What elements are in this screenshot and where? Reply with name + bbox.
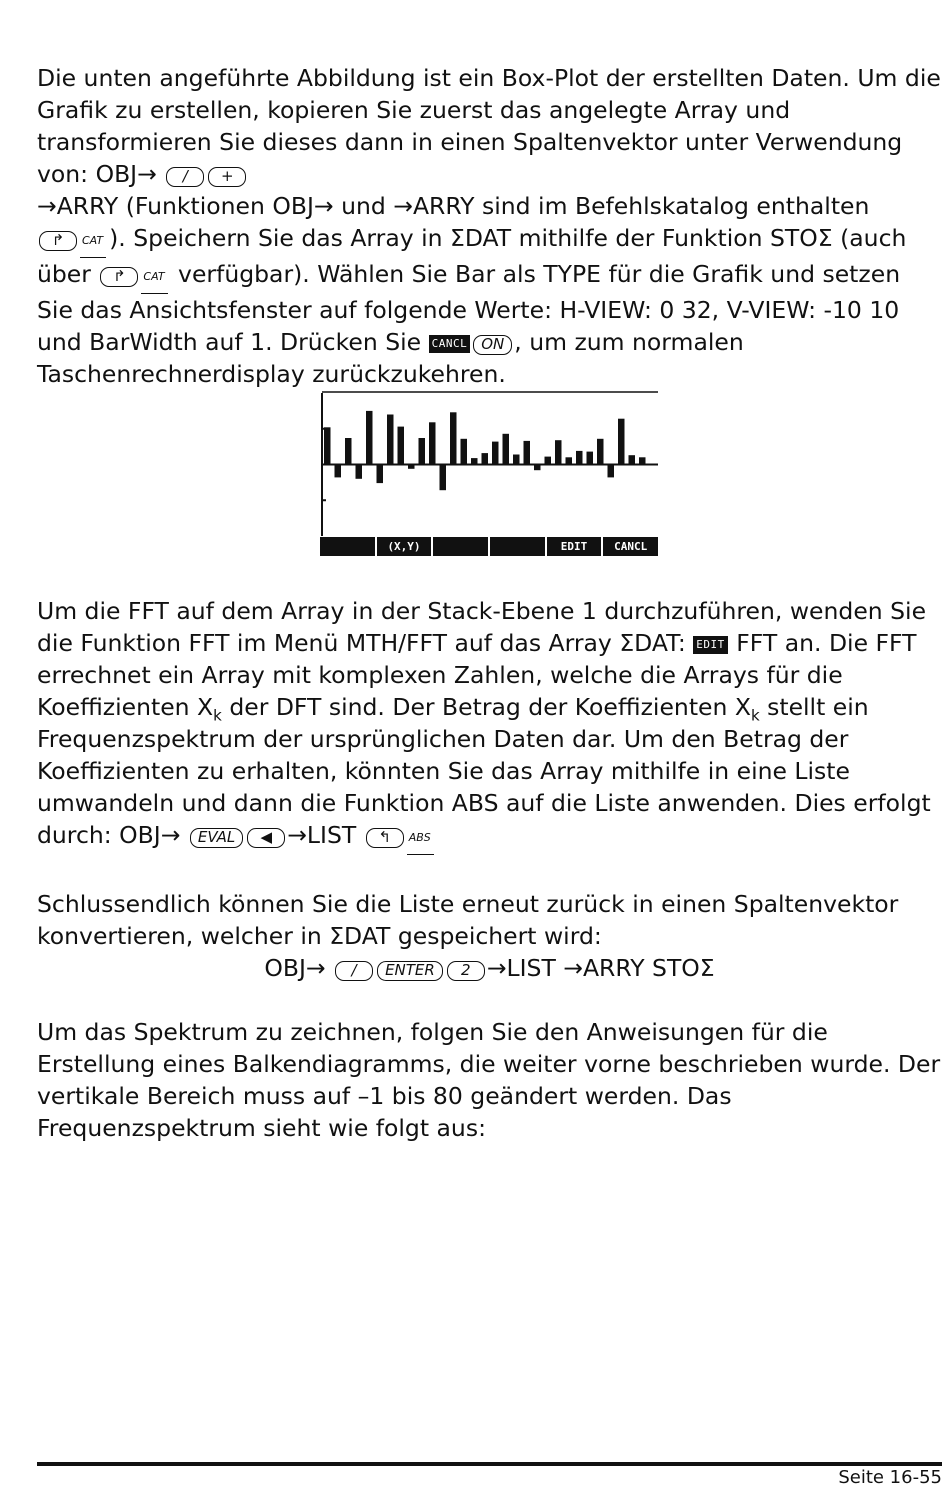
bar-19 (513, 455, 520, 465)
intro-text-3: ). Speichern Sie das Array in ΣDAT mithilfe der Funktion STOΣ (auch über (37, 224, 907, 288)
bar-27 (597, 439, 604, 465)
bar-9 (408, 465, 415, 469)
bar-17 (492, 442, 499, 465)
fft-text-5: →LIST (287, 821, 357, 849)
bar-29 (618, 419, 625, 465)
bar-plot (318, 388, 659, 538)
menu-softkey-3 (431, 537, 488, 556)
subscript-k: k (213, 706, 222, 725)
bar-16 (482, 453, 489, 464)
subscript-k: k (750, 706, 760, 725)
bar-13 (450, 412, 457, 464)
abs-label: ABS (407, 822, 434, 855)
bar-22 (545, 457, 552, 465)
cat-label: CAT (80, 225, 106, 258)
eval-key: EVAL (190, 828, 243, 848)
edit-softkey: EDIT (693, 636, 728, 654)
fft-text-1: Um die FFT auf dem Array in der Stack-Ebene 1 durchzuführen, wenden Sie die Funktion FFT im Menü MTH/FFT auf das Array ΣDAT: (37, 597, 927, 657)
formula-obj: OBJ→ (264, 954, 326, 982)
paragraph-convert: Schlussendlich können Sie die Liste erneut zurück in einen Spaltenvektor konvertieren, welcher in ΣDAT gespeichert wird: (37, 890, 899, 950)
bar-30 (629, 455, 636, 464)
plus-key: + (208, 167, 246, 187)
cat-label: CAT (141, 261, 167, 294)
bar-1 (324, 427, 331, 464)
bar-24 (566, 457, 573, 464)
on-key: ON (473, 335, 512, 355)
bar-10 (419, 438, 426, 465)
bar-8 (398, 427, 405, 465)
cancl-softkey: CANCL (429, 335, 471, 353)
bar-2 (335, 465, 342, 478)
footer-rule (37, 1462, 942, 1466)
fft-text-4: stellt ein Frequenzspektrum der ursprünglichen Daten dar. Um den Betrag der Koeffizienten zu erhalten, könnten Sie das Array mithilfe in eine Liste umwandeln und dann die Funktion ABS auf die Liste anwenden. Dies erfolgt durch: OBJ→ (37, 693, 931, 849)
divide-key: / (166, 167, 204, 187)
bar-20 (524, 441, 531, 465)
bar-28 (608, 465, 615, 478)
paragraph-spectrum: Um das Spektrum zu zeichnen, folgen Sie den Anweisungen für die Erstellung eines Balkendiagramms, die weiter vorne beschrieben wurde. Der vertikale Bereich muss auf –1 bis 80 geändert werden. Das Frequenzspektrum sieht wie folgt aus: (37, 1018, 941, 1142)
two-key: 2 (447, 961, 485, 981)
page-number: Seite 16-55 (838, 1467, 942, 1488)
right-shift-key: ↱ (39, 231, 77, 251)
bar-18 (503, 434, 510, 465)
paragraph-fft (37, 595, 942, 855)
bar-6 (377, 465, 384, 484)
bar-3 (345, 438, 352, 465)
enter-key: ENTER (377, 961, 443, 981)
bar-5 (366, 411, 373, 465)
formula-line (37, 952, 942, 984)
bar-12 (440, 465, 447, 491)
bar-21 (534, 465, 541, 471)
paragraph-intro (37, 62, 942, 390)
intro-text-5: , um zum normalen Taschenrechnerdisplay zurückzukehren. (37, 328, 744, 388)
bar-15 (471, 458, 478, 464)
intro-text-4: verfügbar). Wählen Sie Bar als TYPE für die Grafik und setzen Sie das Ansichtsfenster auf folgende Werte: H-VIEW: 0 32, V-VIEW: -10 10 und BarWidth auf 1. Drücken Sie (37, 260, 901, 356)
menu-softkey-1 (320, 537, 375, 556)
fft-text-3: der DFT sind. Der Betrag der Koeffizienten X (221, 693, 751, 721)
fft-text-2: FFT an. Die FFT errechnet ein Array mit komplexen Zahlen, welche die Arrays für die Koeffizienten X (37, 629, 917, 721)
formula-tail: →LIST →ARRY STOΣ (486, 954, 715, 982)
bar-11 (429, 422, 436, 464)
left-shift-key: ↰ (366, 828, 404, 848)
bar-23 (555, 440, 562, 464)
backspace-key: ◀ (247, 828, 285, 848)
menu-softkey-cancl: CANCL (601, 537, 658, 556)
right-shift-key: ↱ (100, 267, 138, 287)
menu-softkey-xy: (X,Y) (375, 537, 432, 556)
menu-softkey-4 (488, 537, 545, 556)
intro-text-2: →ARRY (Funktionen OBJ→ und →ARRY sind im Befehlskatalog enthalten (37, 192, 870, 220)
menu-softkey-edit: EDIT (545, 537, 602, 556)
bar-26 (587, 452, 594, 465)
bar-14 (461, 439, 468, 465)
bar-7 (387, 415, 394, 465)
divide-key: / (335, 961, 373, 981)
bar-4 (356, 465, 363, 479)
plot-menu-bar (320, 537, 658, 556)
bar-31 (639, 457, 646, 464)
calculator-plot-screen (318, 388, 659, 558)
bar-25 (576, 451, 583, 465)
intro-text-1: Die unten angeführte Abbildung ist ein Box-Plot der erstellten Daten. Um die Grafik zu erstellen, kopieren Sie zuerst das angelegte Array und transformieren Sie dieses dann in einen Spaltenvektor unter Verwendung von: OBJ→ (37, 64, 941, 188)
